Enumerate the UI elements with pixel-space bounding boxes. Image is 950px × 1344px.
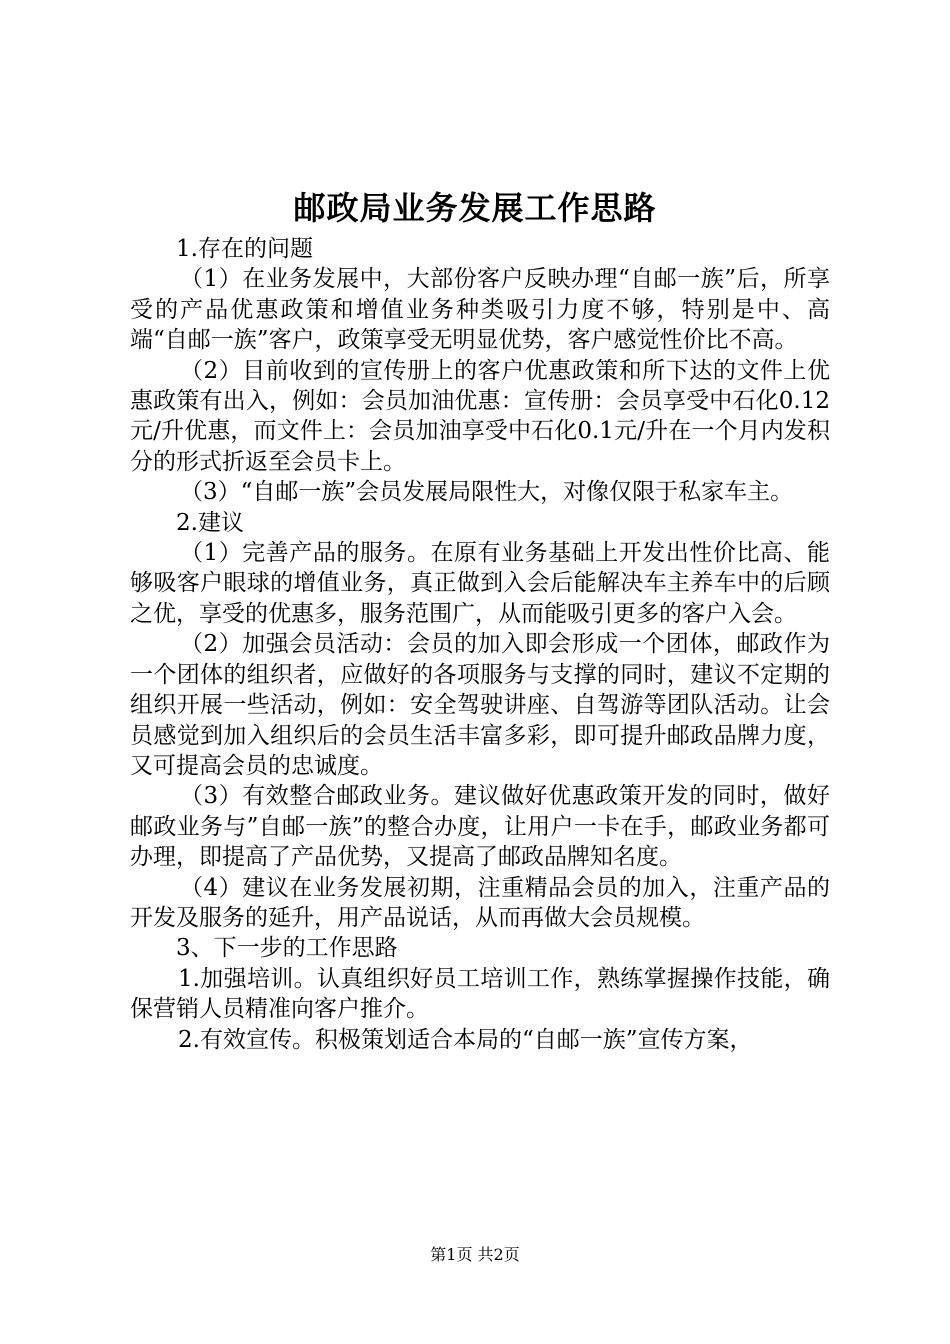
document-title: 邮政局业务发展工作思路 [293,189,657,227]
paragraph-next-step-1: 1.加强培训。认真组织好员工培训工作，熟练掌握操作技能，确保营销人员精准向客户推介。 [130,965,830,1023]
section-heading-problems: 1.存在的问题 [176,236,313,262]
page-footer: 第1页 共2页 [430,1245,520,1264]
paragraph-problem-3: （3）“自邮一族”会员发展局限性大，对像仅限于私家车主。 [180,479,794,506]
paragraph-problem-1: （1）在业务发展中，大部份客户反映办理“自邮一族”后，所享受的产品优惠政策和增值业务种类吸引力度不够，特别是中、高端“自邮一族”客户，政策享受无明显优势，客户感觉性价比不高。 [130,266,830,354]
paragraph-next-step-2: 2.有效宣传。积极策划适合本局的“自邮一族”宣传方案， [178,1026,753,1053]
paragraph-suggestion-2: （2）加强会员活动：会员的加入即会形成一个团体，邮政作为一个团体的组织者，应做好的各项服务与支撑的同时，建议不定期的组织开展一些活动，例如：安全驾驶讲座、自驾游等团队活动。让会员感觉到加入组织后的会员生活丰富多彩，即可提升邮政品牌力度，又可提高会员的忠诚度。 [130,631,830,779]
paragraph-problem-2: （2）目前收到的宣传册上的客户优惠政策和所下达的文件上优惠政策有出入，例如：会员加油优惠：宣传册：会员享受中石化0.12元/升优惠，而文件上：会员加油享受中石化0.1元/升在一个月内发积分的形式折返至会员卡上。 [130,357,830,475]
section-heading-suggestions: 2.建议 [176,509,244,536]
paragraph-suggestion-3: （3）有效整合邮政业务。建议做好优惠政策开发的同时，做好邮政业务与”自邮一族”的整合办度，让用户一卡在手，邮政业务都可办理，即提高了产品优势，又提高了邮政品牌知名度。 [130,783,830,871]
document-body [130,234,830,1055]
section-heading-next-steps: 3、下一步的工作思路 [176,935,398,962]
paragraph-suggestion-4: （4）建议在业务发展初期，注重精品会员的加入，注重产品的开发及服务的延升，用产品说话，从而再做大会员规模。 [130,874,830,931]
paragraph-suggestion-1: （1）完善产品的服务。在原有业务基础上开发出性价比高、能够吸客户眼球的增值业务，真正做到入会后能解决车主养车中的后顾之优，享受的优惠多，服务范围广，从而能吸引更多的客户入会。 [130,540,830,627]
